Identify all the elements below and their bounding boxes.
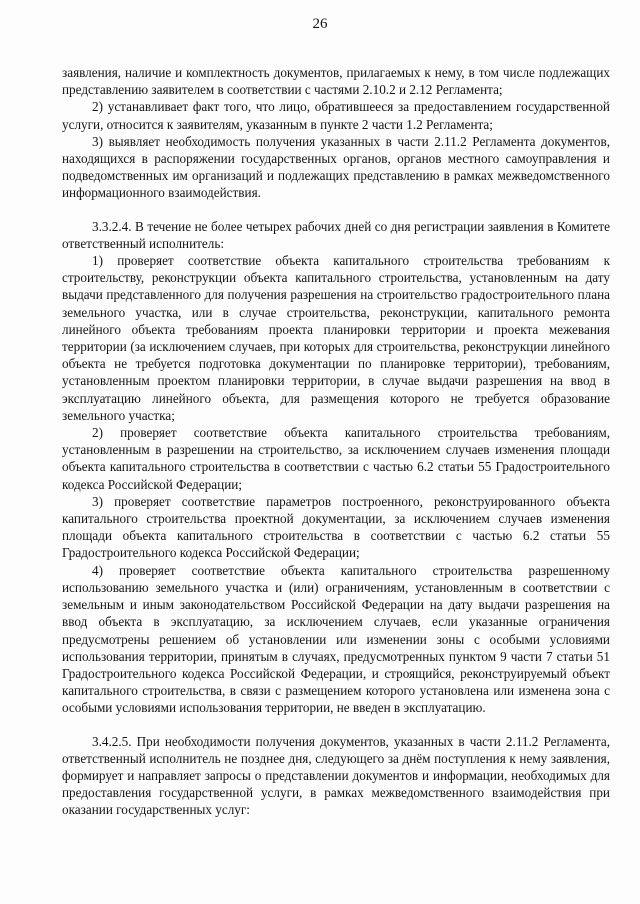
paragraph: 3) выявляет необходимость получения указанных в части 2.11.2 Регламента документов, находящихся в распоряжении государственных органов, органов местного самоуправления и подведомственных им организаций и подлежащих представлению в рамках межведомственного информационного взаимодействия. bbox=[62, 133, 610, 201]
paragraph: 2) проверяет соответствие объекта капитального строительства требованиям, установленным в разрешении на строительство, за исключением случаев изменения площади объекта капитального строительства в соответствии с частью 6.2 статьи 55 Градостроительного кодекса Российской Федерации; bbox=[62, 425, 610, 492]
paragraph: 2) устанавливает факт того, что лицо, обратившееся за предоставлением государственной услуги, относится к заявителям, указанным в пункте 2 части 1.2 Регламента; bbox=[62, 99, 610, 132]
paragraph-gap bbox=[62, 202, 610, 218]
paragraph: 1) проверяет соответствие объекта капитального строительства требованиям к строительству, реконструкции объекта капитального строительства, установленным на дату выдачи представленного для получения разрешения на строительство градостроительного плана земельного участка, или в случае строительства, реконструкции, капитального ремонта линейного объекта требованиям проекта планировки территории и проекта межевания территории (за исключением случаев, при которых для строительства, реконструкции линейного объекта не требуется подготовка документации по планировке территории), требованиям, установленным проектом планировки территории, в случае выдачи разрешения на ввод в эксплуатацию линейного объекта, для размещения которого не требуется образование земельного участка; bbox=[62, 253, 610, 423]
paragraph: 4) проверяет соответствие объекта капитального строительства разрешенному использованию земельного участка и (или) ограничениям, установленным в соответствии с земельным и иным законодательством Российской Федерации на дату выдачи разрешения на ввод объекта в эксплуатацию, за исключением случаев, если указанные ограничения предусмотрены решением об установлении или изменении зоны с особыми условиями использования территории, принятым в случаях, предусмотренных пунктом 9 части 7 статьи 51 Градостроительного кодекса Российской Федерации, и строящийся, реконструируемый объект капитального строительства, в связи с размещением которого установлена или изменена зона с особыми условиями использования территории, не введен в эксплуатацию. bbox=[62, 562, 610, 716]
paragraph: 3.4.2.5. При необходимости получения документов, указанных в части 2.11.2 Регламента, ответственный исполнитель не позднее дня, следующего за днём поступления к нему заявления, формирует и направляет запросы о представлении документов и информации, необходимых для предоставления государственной услуги, в рамках межведомственного взаимодействия при оказании государственных услуг: bbox=[62, 733, 610, 818]
paragraph-gap bbox=[62, 717, 610, 733]
document-body bbox=[62, 64, 610, 819]
paragraph: 3.3.2.4. В течение не более четырех рабочих дней со дня регистрации заявления в Комитете ответственный исполнитель: bbox=[62, 218, 610, 251]
page-number: 26 bbox=[312, 16, 328, 32]
paragraph: заявления, наличие и комплектность документов, прилагаемых к нему, в том числе подлежащих представлению заявителем в соответствии с частями 2.10.2 и 2.12 Регламента; bbox=[62, 65, 610, 98]
paragraph: 3) проверяет соответствие параметров построенного, реконструированного объекта капитального строительства проектной документации, за исключением случаев изменения площади объекта капитального строительства в соответствии с частью 6.2 статьи 55 Градостроительного кодекса Российской Федерации; bbox=[62, 493, 610, 561]
